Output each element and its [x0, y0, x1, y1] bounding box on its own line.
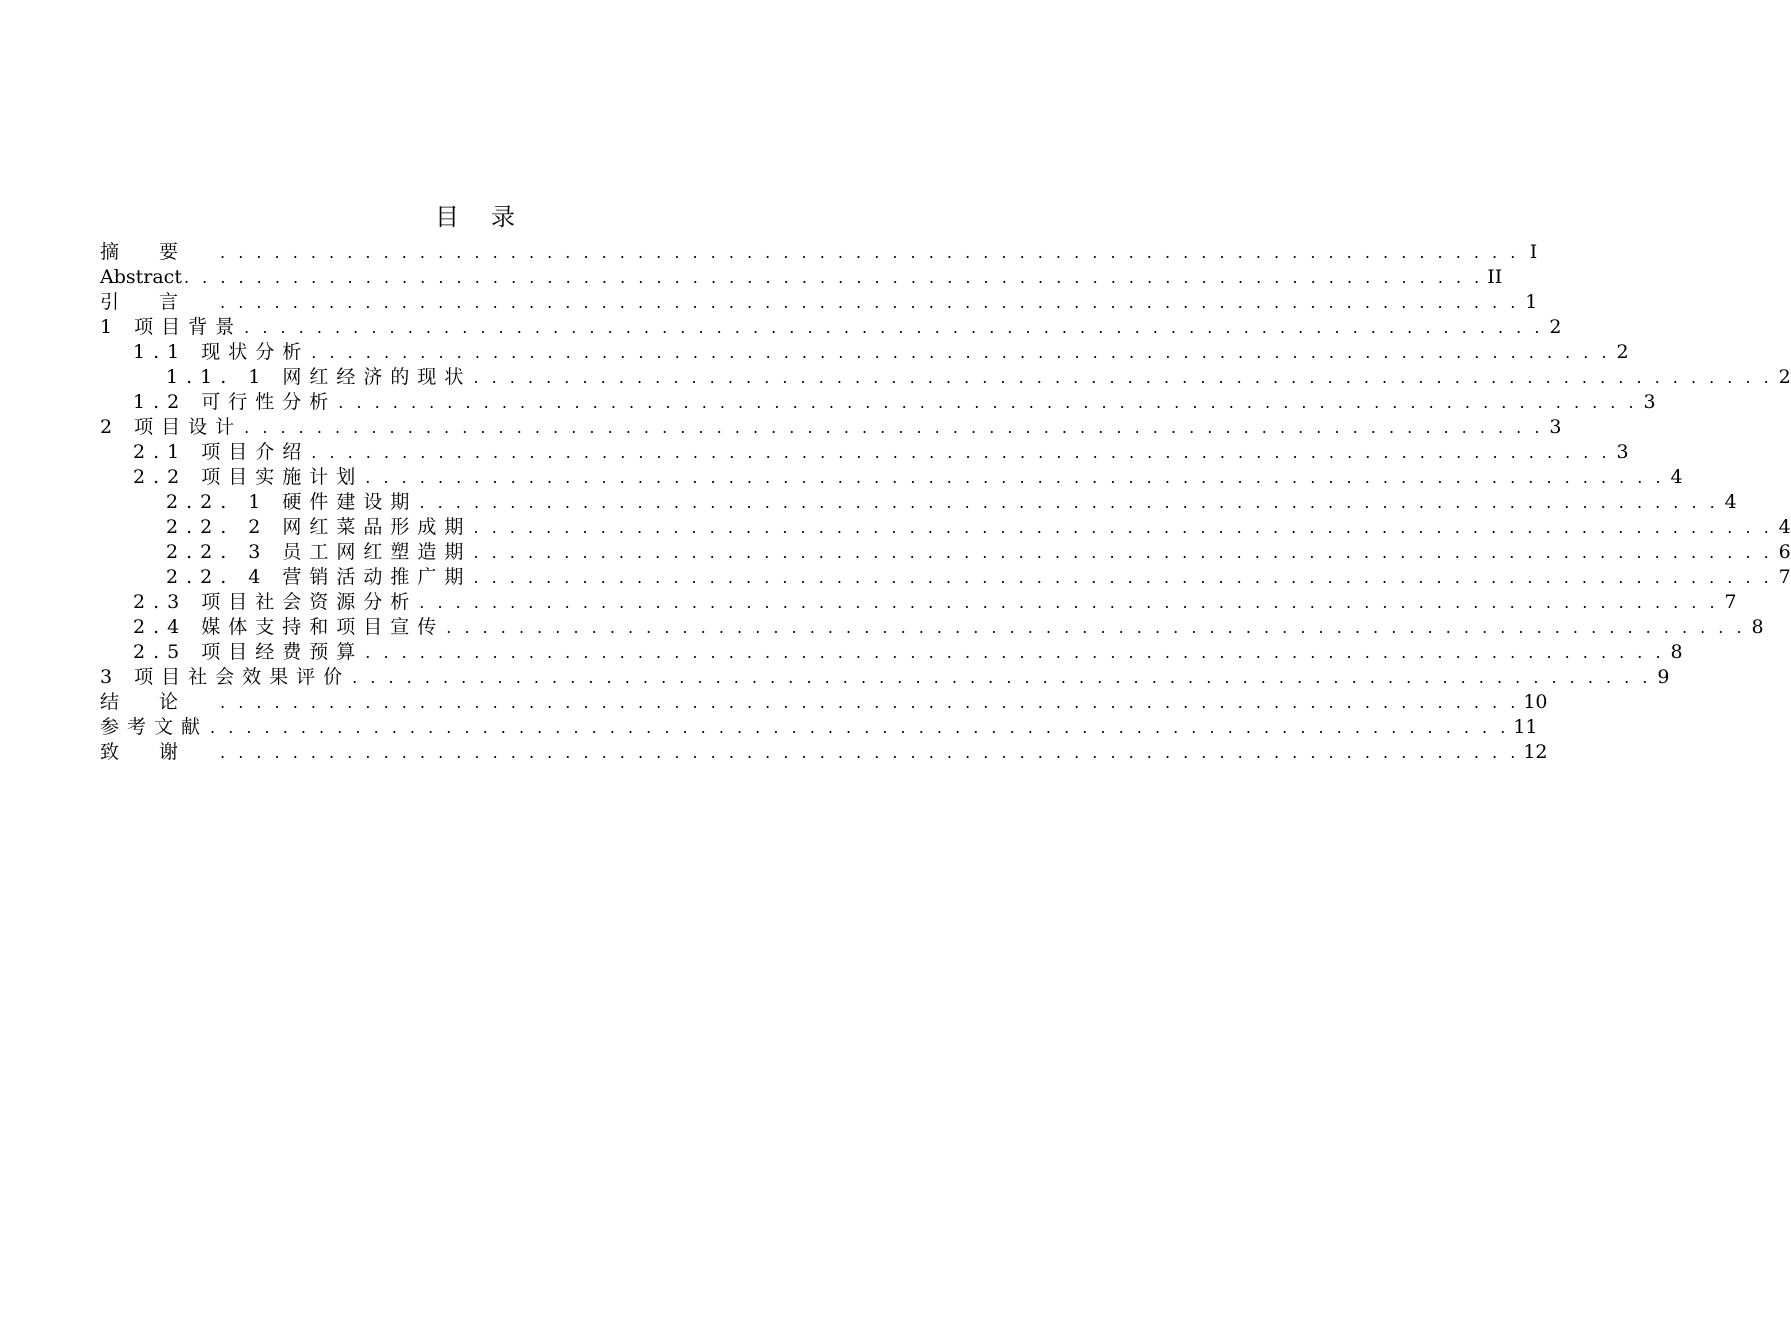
toc-leader-dots: . . . . . . . . . . . . . . . . . . . . . . . . . . . . . . . . . . . . . . . . . . . . . . . . . . . . . . . . . . . . . . . . . . . . . . . .: [244, 318, 1544, 337]
toc-entry-label: 2.2. 1 硬件建设期: [166, 491, 418, 513]
toc-page-number: 6: [1778, 541, 1791, 563]
toc-entry-label: 引言: [100, 291, 219, 313]
toc-leader-dots: . . . . . . . . . . . . . . . . . . . . . . . . . . . . . . . . . . . . . . . . . . . . . . . . . . . . . . . . . . . . . . . . . . . . . . . .: [338, 393, 1638, 412]
toc-entry-label: Abstract: [100, 266, 182, 288]
toc-page-number: 4: [1778, 516, 1791, 538]
toc-entry[interactable]: [100, 290, 1538, 315]
toc-page-number: 3: [1616, 441, 1629, 463]
toc-page-number: 2: [1549, 316, 1562, 338]
toc-entry-label: 1.2 可行性分析: [133, 391, 337, 413]
toc-entry-label: 2.5 项目经费预算: [133, 641, 364, 663]
toc-entry[interactable]: [100, 465, 1683, 490]
toc-page-number: 4: [1724, 491, 1737, 513]
toc-entry[interactable]: [100, 565, 1791, 590]
toc-page-number: 11: [1513, 716, 1538, 738]
toc-leader-dots: . . . . . . . . . . . . . . . . . . . . . . . . . . . . . . . . . . . . . . . . . . . . . . . . . . . . . . . . . . . . . . . . . . . . . . . .: [473, 568, 1773, 587]
toc-entry[interactable]: [100, 265, 1503, 290]
toc-page-number: 10: [1523, 691, 1548, 713]
toc-entry[interactable]: [100, 690, 1548, 715]
toc-entry[interactable]: [100, 365, 1791, 390]
toc-page-number: 2: [1778, 366, 1791, 388]
toc-entry[interactable]: [100, 540, 1791, 565]
toc-page-number: 4: [1670, 466, 1683, 488]
toc-leader-dots: . . . . . . . . . . . . . . . . . . . . . . . . . . . . . . . . . . . . . . . . . . . . . . . . . . . . . . . . . . . . . . . . . . . . . . . .: [365, 468, 1665, 487]
toc-entry-label: 致谢: [100, 741, 219, 763]
toc-leader-dots: . . . . . . . . . . . . . . . . . . . . . . . . . . . . . . . . . . . . . . . . . . . . . . . . . . . . . . . . . . . . . . . . . . . . . . . .: [473, 518, 1773, 537]
toc-leader-dots: . . . . . . . . . . . . . . . . . . . . . . . . . . . . . . . . . . . . . . . . . . . . . . . . . . . . . . . . . . . . . . . . . . . . . . . .: [311, 443, 1611, 462]
toc-entry[interactable]: [100, 715, 1538, 740]
toc-entry-label: 2.2. 2 网红菜品形成期: [166, 516, 472, 538]
toc-page-number: 8: [1751, 616, 1764, 638]
toc-entry-label: 2.2 项目实施计划: [133, 466, 364, 488]
toc-page-number: II: [1487, 266, 1503, 288]
toc-title: 目录: [435, 203, 547, 231]
toc-entry[interactable]: [100, 415, 1562, 440]
toc-entry-label: 1.1 现状分析: [133, 341, 310, 363]
toc-entry-label: 2.3 项目社会资源分析: [133, 591, 418, 613]
toc-leader-dots: . . . . . . . . . . . . . . . . . . . . . . . . . . . . . . . . . . . . . . . . . . . . . . . . . . . . . . . . . . . . . . . . . . . . . . . .: [365, 643, 1665, 662]
toc-entry[interactable]: [100, 315, 1562, 340]
toc-leader-dots: . . . . . . . . . . . . . . . . . . . . . . . . . . . . . . . . . . . . . . . . . . . . . . . . . . . . . . . . . . . . . . . . . . . . . . . .: [220, 293, 1520, 312]
toc-leader-dots: . . . . . . . . . . . . . . . . . . . . . . . . . . . . . . . . . . . . . . . . . . . . . . . . . . . . . . . . . . . . . . . . . . . . . . . .: [419, 493, 1719, 512]
toc-entry[interactable]: [100, 390, 1656, 415]
toc-entry[interactable]: [100, 490, 1737, 515]
table-of-contents: [100, 240, 1791, 765]
toc-entry[interactable]: [100, 240, 1538, 265]
toc-entry-label: 2.2. 4 营销活动推广期: [166, 566, 472, 588]
toc-entry-label: 3 项目社会效果评价: [100, 666, 351, 688]
toc-leader-dots: . . . . . . . . . . . . . . . . . . . . . . . . . . . . . . . . . . . . . . . . . . . . . . . . . . . . . . . . . . . . . . . . . . . . . . . .: [446, 618, 1746, 637]
toc-entry[interactable]: [100, 590, 1737, 615]
toc-entry-label: 2.2. 3 员工网红塑造期: [166, 541, 472, 563]
toc-page-number: 9: [1657, 666, 1670, 688]
toc-entry-label: 参考文献: [100, 716, 209, 738]
toc-entry-label: 结论: [100, 691, 219, 713]
toc-entry-label: 2 项目设计: [100, 416, 243, 438]
toc-leader-dots: . . . . . . . . . . . . . . . . . . . . . . . . . . . . . . . . . . . . . . . . . . . . . . . . . . . . . . . . . . . . . . . . . . . . . . . .: [352, 668, 1652, 687]
toc-entry-label: 1.1. 1 网红经济的现状: [166, 366, 472, 388]
toc-entry[interactable]: [100, 440, 1629, 465]
toc-entry-label: 2.1 项目介绍: [133, 441, 310, 463]
toc-page-number: 3: [1549, 416, 1562, 438]
toc-leader-dots: . . . . . . . . . . . . . . . . . . . . . . . . . . . . . . . . . . . . . . . . . . . . . . . . . . . . . . . . . . . . . . . . . . . . . . . .: [220, 743, 1520, 762]
toc-page-number: 2: [1616, 341, 1629, 363]
toc-page-number: 8: [1670, 641, 1683, 663]
toc-entry[interactable]: [100, 615, 1764, 640]
toc-entry-label: 2.4 媒体支持和项目宣传: [133, 616, 445, 638]
toc-leader-dots: . . . . . . . . . . . . . . . . . . . . . . . . . . . . . . . . . . . . . . . . . . . . . . . . . . . . . . . . . . . . . . . . . . . . . . . .: [220, 243, 1520, 262]
toc-entry[interactable]: [100, 640, 1683, 665]
toc-leader-dots: . . . . . . . . . . . . . . . . . . . . . . . . . . . . . . . . . . . . . . . . . . . . . . . . . . . . . . . . . . . . . . . . . . . . . . . .: [419, 593, 1719, 612]
toc-leader-dots: . . . . . . . . . . . . . . . . . . . . . . . . . . . . . . . . . . . . . . . . . . . . . . . . . . . . . . . . . . . . . . . . . . . . . . . .: [473, 368, 1773, 387]
toc-leader-dots: . . . . . . . . . . . . . . . . . . . . . . . . . . . . . . . . . . . . . . . . . . . . . . . . . . . . . . . . . . . . . . . . . . . . . . . .: [220, 693, 1520, 712]
toc-entry[interactable]: [100, 740, 1548, 765]
toc-page-number: 12: [1523, 741, 1548, 763]
toc-page-number: 7: [1724, 591, 1737, 613]
toc-entry[interactable]: [100, 515, 1791, 540]
toc-leader-dots: . . . . . . . . . . . . . . . . . . . . . . . . . . . . . . . . . . . . . . . . . . . . . . . . . . . . . . . . . . . . . . . . . . . . . . . .: [244, 418, 1544, 437]
toc-page-number: 1: [1525, 291, 1538, 313]
toc-entry-label: 摘要: [100, 241, 219, 263]
toc-leader-dots: . . . . . . . . . . . . . . . . . . . . . . . . . . . . . . . . . . . . . . . . . . . . . . . . . . . . . . . . . . . . . . . . . . . . . . . .: [183, 268, 1484, 287]
toc-leader-dots: . . . . . . . . . . . . . . . . . . . . . . . . . . . . . . . . . . . . . . . . . . . . . . . . . . . . . . . . . . . . . . . . . . . . . . . .: [311, 343, 1611, 362]
toc-page-number: I: [1529, 241, 1538, 263]
toc-leader-dots: . . . . . . . . . . . . . . . . . . . . . . . . . . . . . . . . . . . . . . . . . . . . . . . . . . . . . . . . . . . . . . . . . . . . . . . .: [473, 543, 1773, 562]
toc-page-number: 3: [1643, 391, 1656, 413]
toc-page-number: 7: [1778, 566, 1791, 588]
toc-entry[interactable]: [100, 340, 1629, 365]
toc-entry-label: 1 项目背景: [100, 316, 243, 338]
toc-entry[interactable]: [100, 665, 1670, 690]
toc-leader-dots: . . . . . . . . . . . . . . . . . . . . . . . . . . . . . . . . . . . . . . . . . . . . . . . . . . . . . . . . . . . . . . . . . . . . . . . .: [210, 718, 1510, 737]
